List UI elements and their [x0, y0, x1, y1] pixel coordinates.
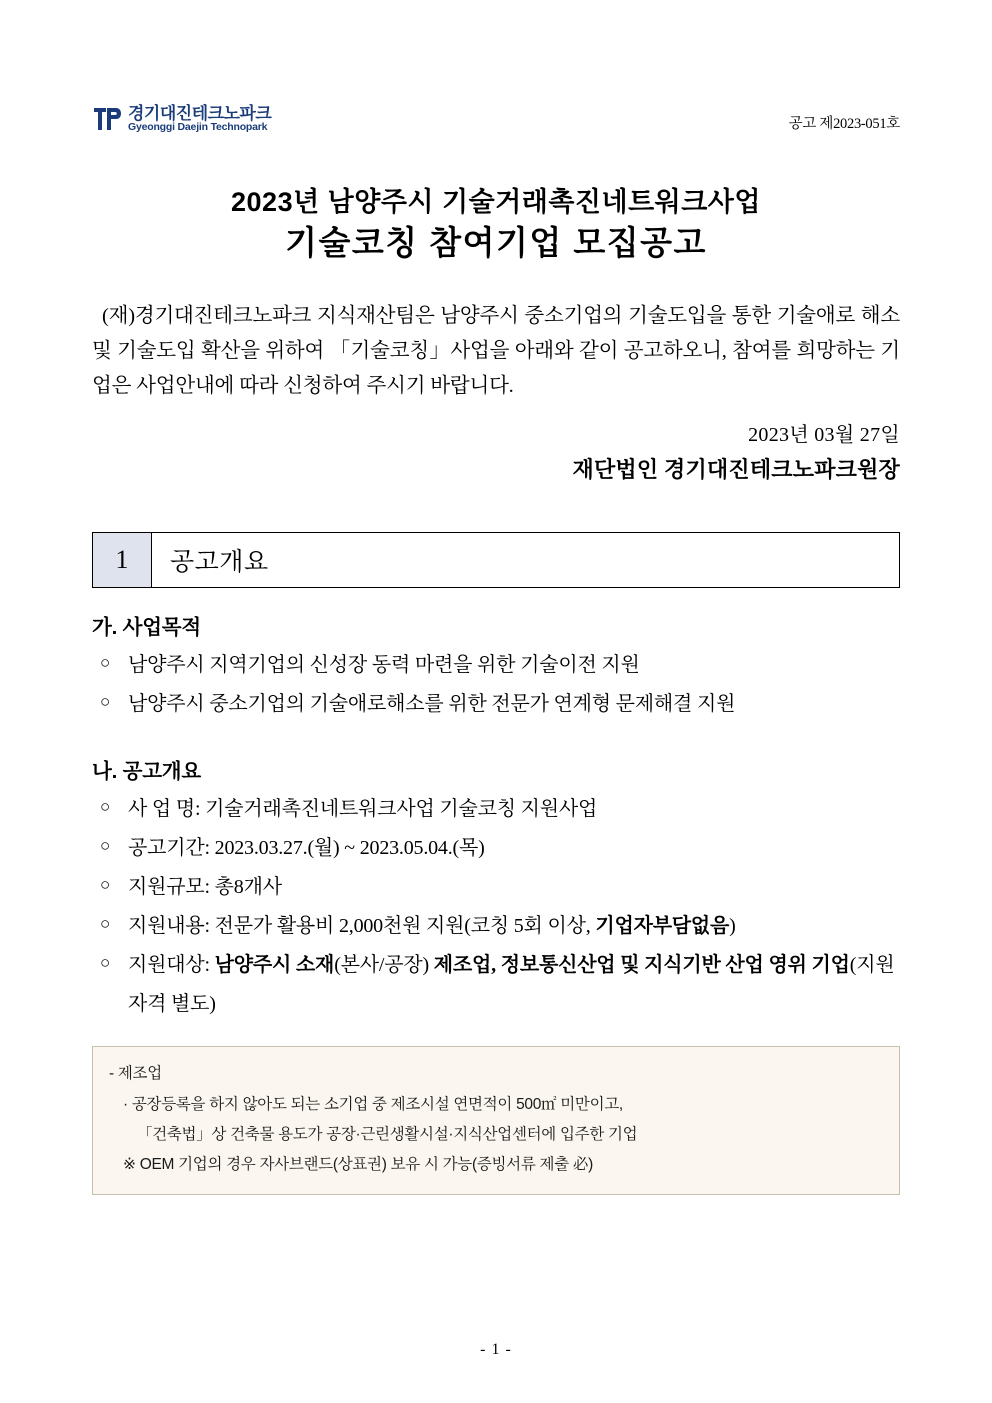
- circle-bullet-icon: ○: [100, 953, 111, 973]
- tp-logo-icon: [92, 104, 122, 134]
- announcement-date: 2023년 03월 27일: [748, 424, 900, 447]
- circle-bullet-icon: ○: [100, 914, 111, 934]
- document-title-block: [92, 186, 900, 265]
- note-line: ※ OEM 기업의 경우 자사브랜드(상표권) 보유 시 가능(증빙서류 제출 必): [123, 1156, 593, 1174]
- logo-text-korean: 경기대진테크노파크: [128, 103, 272, 123]
- circle-bullet-icon: ○: [100, 836, 111, 856]
- intro-paragraph-block: [92, 299, 900, 405]
- circle-bullet-icon: ○: [100, 653, 111, 673]
- overview-value-post: ): [729, 915, 736, 938]
- overview-label: 지원대상:: [128, 954, 210, 977]
- overview-label: 지원규모:: [128, 876, 210, 899]
- note-line: 「건축법」상 건축물 용도가 공장·근린생활시설·지식산업센터에 입주한 기업: [137, 1125, 638, 1143]
- intro-paragraph: (재)경기대진테크노파크 지식재산팀은 남양주시 중소기업의 기술도입을 통한 기술애로 해소 및 기술도입 확산을 위하여 「기술코칭」사업을 아래와 같이 공고하오니, 참여를 희망하는 기업은 사업안내에 따라 신청하여 주시기 바랍니다.: [92, 304, 900, 398]
- overview-value: 기술거래촉진네트워크사업 기술코칭 지원사업: [205, 798, 598, 821]
- list-item: [92, 685, 900, 724]
- section-title: 공고개요: [170, 549, 269, 577]
- logo-text-english: Gyeonggi Daejin Technopark: [128, 121, 268, 134]
- overview-target-region: 남양주시 소재: [214, 954, 335, 977]
- eligibility-note-box: [92, 1046, 900, 1195]
- page-number: - 1 -: [480, 1341, 512, 1358]
- overview-list: [92, 790, 900, 1024]
- note-line: · 공장등록을 하지 않아도 되는 소기업 중 제조시설 연면적이 500㎡ 미만이고,: [123, 1095, 623, 1113]
- overview-label: 공고기간:: [128, 837, 210, 860]
- subsection-heading-purpose: 가. 사업목적: [92, 616, 202, 640]
- overview-value-pre: 전문가 활용비 2,000천원 지원(코칭 5회 이상,: [214, 915, 596, 938]
- title-line-1: 2023년 남양주시 기술거래촉진네트워크사업: [231, 187, 761, 217]
- list-item: [92, 946, 900, 1024]
- purpose-list: [92, 646, 900, 724]
- overview-value-emphasis: 기업자부담없음: [595, 915, 730, 938]
- list-item-text: 남양주시 지역기업의 신성장 동력 마련을 위한 기술이전 지원: [128, 654, 640, 677]
- overview-value: 총8개사: [214, 876, 282, 899]
- overview-target-industry: 제조업, 정보통신산업 및 지식기반 산업 영위 기업: [433, 954, 850, 977]
- announcement-organization: 재단법인 경기대진테크노파크원장: [572, 457, 900, 483]
- list-item: [92, 790, 900, 829]
- list-item-text: 남양주시 중소기업의 기술애로해소를 위한 전문가 연계형 문제해결 지원: [128, 693, 736, 716]
- list-item: [92, 907, 900, 946]
- section-heading-box: [92, 532, 900, 588]
- overview-target-note: (지원자격 별도): [128, 954, 895, 1016]
- circle-bullet-icon: ○: [100, 692, 111, 712]
- overview-label: 사 업 명:: [128, 798, 201, 821]
- circle-bullet-icon: ○: [100, 797, 111, 817]
- circle-bullet-icon: ○: [100, 875, 111, 895]
- list-item: [92, 646, 900, 685]
- organization-logo: [92, 104, 271, 134]
- list-item: [92, 829, 900, 868]
- overview-target-location: (본사/공장): [334, 954, 434, 977]
- overview-label: 지원내용:: [128, 915, 210, 938]
- section-number: 1: [93, 533, 152, 587]
- note-title: - 제조업: [109, 1065, 162, 1083]
- list-item: [92, 868, 900, 907]
- notice-number: 공고 제2023-051호: [788, 116, 900, 132]
- title-line-2: 기술코칭 참여기업 모집공고: [285, 223, 707, 261]
- subsection-heading-overview: 나. 공고개요: [92, 760, 202, 784]
- overview-value: 2023.03.27.(월) ~ 2023.05.04.(목): [214, 837, 485, 860]
- document-header: [92, 0, 900, 158]
